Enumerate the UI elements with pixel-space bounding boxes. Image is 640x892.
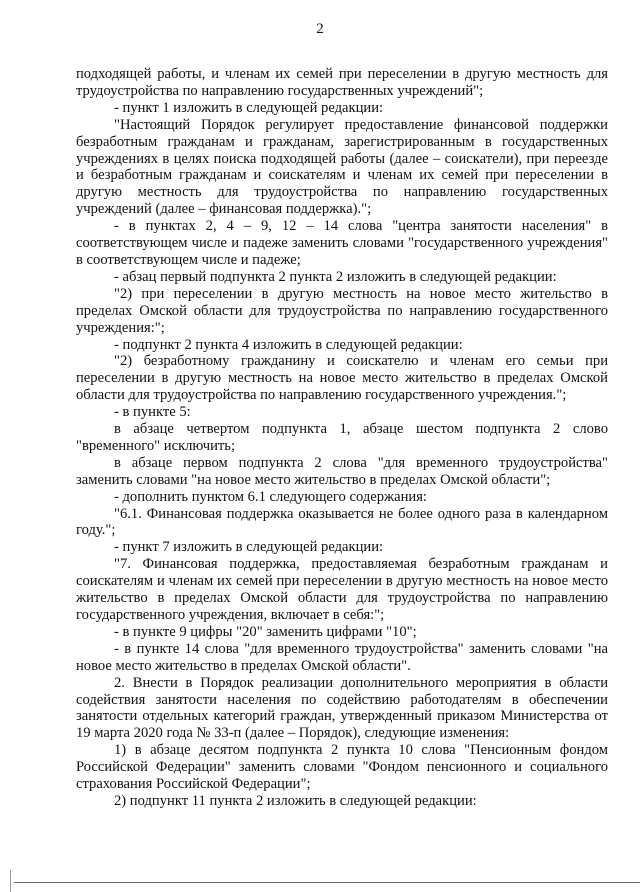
paragraph: - в пункте 9 цифры "20" заменить цифрами "10"; xyxy=(114,623,417,640)
paragraph: - дополнить пунктом 6.1 следующего содержания: xyxy=(114,488,427,505)
paragraph: подходящей работы, и членам их семей при переселении в другую местность для трудоустройства по направлению государственных учреждений"; xyxy=(76,66,608,99)
paragraph: 1) в абзаце десятом подпункта 2 пункта 10 слова "Пенсионным фондом Российской Федерации" заменить словами "Фондом пенсионного и социального страхования Российской Федерации"; xyxy=(76,742,608,793)
page-number: 2 xyxy=(316,21,324,37)
paragraph: в абзаце четвертом подпункта 1, абзаце шестом подпункта 2 слово "временного" исключить; xyxy=(76,421,608,454)
paragraph: 2) подпункт 11 пункта 2 изложить в следующей редакции: xyxy=(114,792,477,809)
paragraph: "7. Финансовая поддержка, предоставляемая безработным гражданам и соискателям и членам их семей при переселении в другую местность на новое место жительство в пределах Омской области для трудоустройства по направлению государственного учреждения, включает в себя:"; xyxy=(76,556,608,623)
scan-edge-mark xyxy=(10,870,11,892)
paragraph: 2. Внести в Порядок реализации дополнительного мероприятия в области содействия занятости населения по содействию работодателям в обеспечении занятости отдельных категорий граждан, утвержденный приказом Министерства от 19 марта 2020 года № 33-п (далее – Порядок), следующие изменения: xyxy=(76,674,608,742)
document-body xyxy=(76,66,608,810)
paragraph: - в пункте 5: xyxy=(114,404,191,421)
paragraph: "Настоящий Порядок регулирует предоставление финансовой поддержки безработным гражданам и гражданам, зарегистрированным в государственных учреждениях в целях поиска подходящей работы (далее – соискатели), при переезде и безработным гражданам и соискателям и членам их семей при переселении в другую местность для трудоустройства по направлению государственных учреждений (далее – финансовая поддержка)."; xyxy=(76,116,608,218)
paragraph: - в пункте 14 слова "для временного трудоустройства" заменить словами "на новое место жительство в пределах Омской области". xyxy=(76,640,608,674)
paragraph: - абзац первый подпункта 2 пункта 2 изложить в следующей редакции: xyxy=(114,268,557,285)
paragraph: - подпункт 2 пункта 4 изложить в следующей редакции: xyxy=(114,336,463,353)
paragraph: - пункт 1 изложить в следующей редакции: xyxy=(114,99,384,116)
scan-border-line xyxy=(14,882,640,883)
paragraph: в абзаце первом подпункта 2 слова "для временного трудоустройства" заменить словами "на новое место жительство в пределах Омской области"; xyxy=(76,454,608,488)
paragraph: "6.1. Финансовая поддержка оказывается не более одного раза в календарном году."; xyxy=(76,505,608,539)
paragraph: "2) безработному гражданину и соискателю и членам его семьи при переселении в другую местность на новое место жительство в пределах Омской области для трудоустройства по направлению государственного учреждения."; xyxy=(76,353,608,404)
paragraph: "2) при переселении в другую местность на новое место жительство в пределах Омской области для трудоустройства по направлению государственного учреждения:"; xyxy=(76,285,608,336)
paragraph: - пункт 7 изложить в следующей редакции: xyxy=(114,539,384,556)
paragraph: - в пунктах 2, 4 – 9, 12 – 14 слова "центра занятости населения" в соответствующем числе и падеже заменить словами "государственного учреждения" в соответствующем числе и падеже; xyxy=(76,218,608,268)
